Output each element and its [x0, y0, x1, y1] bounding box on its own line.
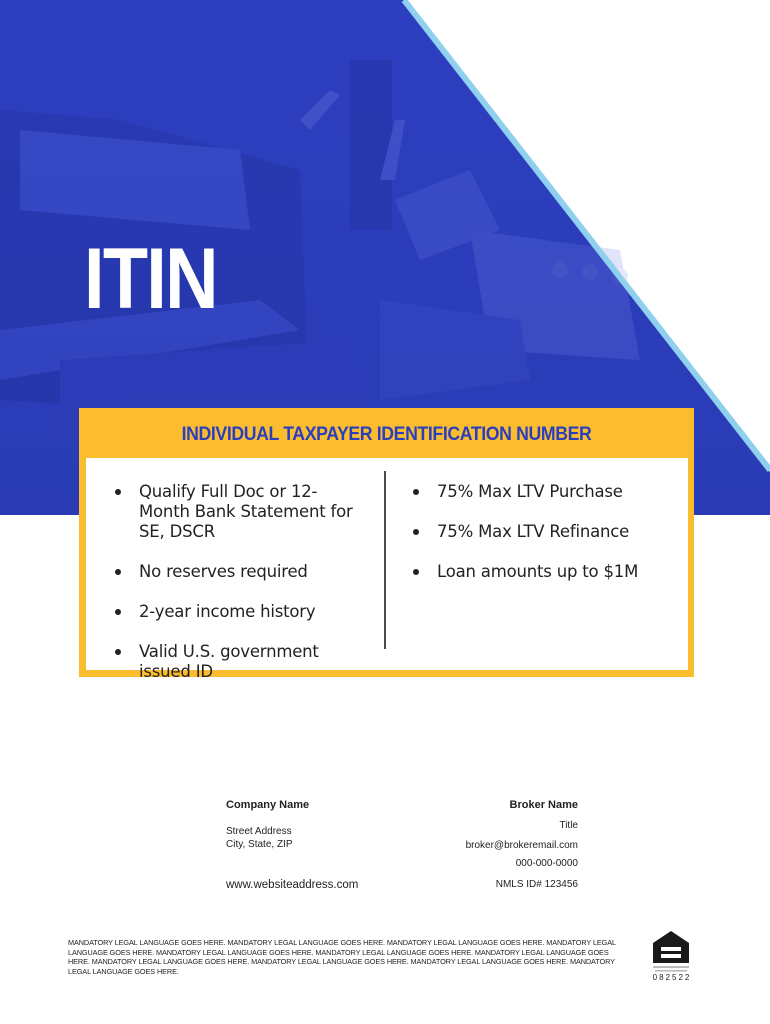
company-city: City, State, ZIP — [226, 839, 293, 850]
company-street: Street Address — [226, 826, 292, 837]
hero-title: ITIN — [84, 231, 217, 327]
broker-title: Title — [559, 820, 578, 831]
company-website-link[interactable]: www.websiteaddress.com — [226, 879, 359, 891]
left-bullet-list — [108, 482, 368, 702]
list-item: No reserves required — [108, 562, 368, 582]
broker-email-link[interactable]: broker@brokeremail.com — [465, 840, 578, 851]
column-divider — [384, 471, 386, 649]
card-body — [86, 458, 688, 681]
list-item: 2-year income history — [108, 602, 368, 622]
card-heading: INDIVIDUAL TAXPAYER IDENTIFICATION NUMBER — [181, 424, 592, 445]
list-item: 75% Max LTV Refinance — [406, 522, 676, 542]
list-item: Valid U.S. government issued ID — [108, 642, 368, 682]
right-bullet-list — [406, 482, 676, 602]
broker-phone: 000-000-0000 — [515, 858, 578, 869]
document-code: 082522 — [652, 973, 692, 982]
list-item: Qualify Full Doc or 12-Month Bank Statement for SE, DSCR — [108, 482, 368, 542]
legal-disclaimer: MANDATORY LEGAL LANGUAGE GOES HERE. MANDATORY LEGAL LANGUAGE GOES HERE. MANDATORY LEGAL LANGUAGE GOES HERE. MANDATORY LEGAL LANGUAGE GOES HERE. MANDATORY LEGAL LANGUAGE GOES HERE. MANDATORY LEGAL LANGUAGE GOES HERE. MANDATORY LEGAL LANGUAGE GOES HERE. MANDATORY LEGAL LANGUAGE GOES HERE. MANDATORY LEGAL LANGUAGE GOES HERE. MANDATORY LEGAL LANGUAGE GOES HERE. MANDATORY LEGAL LANGUAGE GOES HERE. — [68, 938, 616, 976]
list-item: Loan amounts up to $1M — [406, 562, 676, 582]
company-name: Company Name — [226, 799, 310, 811]
info-card — [79, 408, 694, 681]
broker-nmls: NMLS ID# 123456 — [495, 879, 578, 890]
broker-name: Broker Name — [509, 799, 578, 811]
list-item: 75% Max LTV Purchase — [406, 482, 676, 502]
